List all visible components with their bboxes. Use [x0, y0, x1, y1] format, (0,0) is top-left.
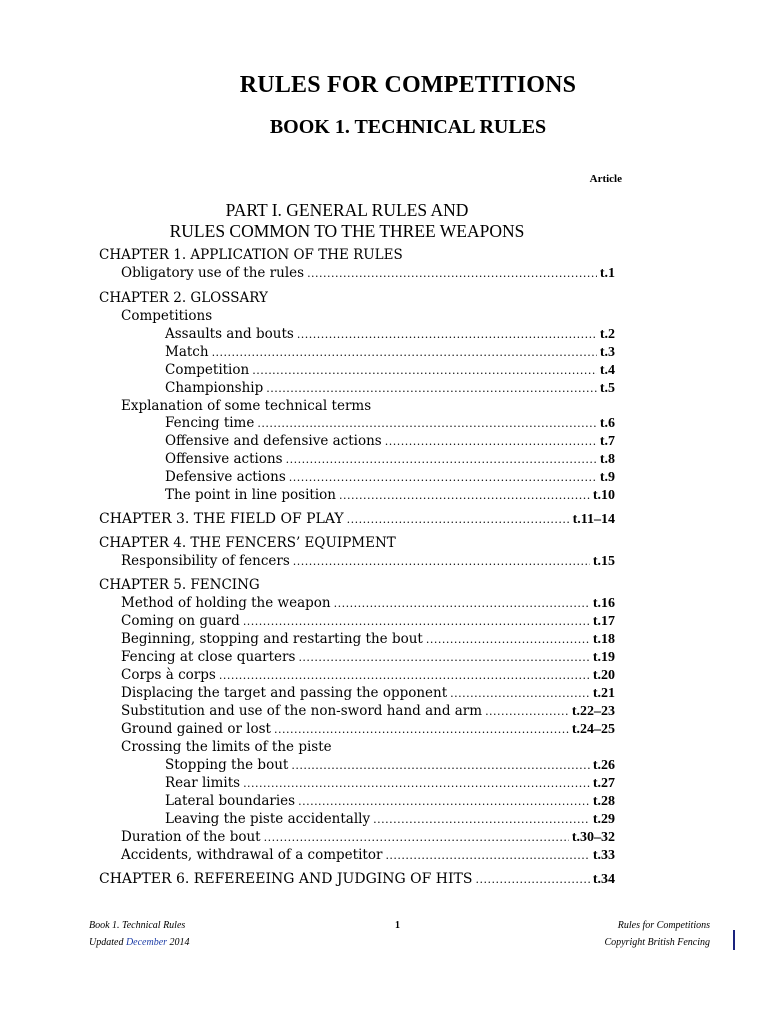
chapter-3-heading: CHAPTER 3. THE FIELD OF PLAY	[99, 511, 344, 527]
dot-leader	[385, 433, 597, 451]
toc-entry[interactable]	[165, 379, 615, 397]
toc-entry[interactable]	[165, 792, 615, 810]
toc-entry-label: Substitution and use of the non-sword hand and arm	[121, 703, 483, 719]
chapter-3-entry[interactable]	[99, 510, 615, 528]
footer-updated	[89, 937, 190, 948]
footer-updated-year: 2014	[169, 937, 190, 948]
dot-leader	[219, 667, 590, 685]
toc-entry-article: t.2	[599, 327, 615, 342]
toc-entry-article: t.18	[592, 632, 615, 647]
toc-entry-label: Offensive actions	[165, 451, 283, 467]
toc-entry-article: t.4	[599, 363, 615, 378]
toc-entry-article: t.10	[592, 488, 615, 503]
dot-leader	[298, 793, 590, 811]
toc-entry-article: t.28	[592, 794, 615, 809]
document-subtitle: BOOK 1. TECHNICAL RULES	[269, 116, 547, 138]
toc-entry-article: t.6	[599, 416, 615, 431]
toc-entry[interactable]	[121, 612, 615, 630]
toc-entry-label: The point in line position	[165, 487, 336, 503]
toc-entry-article: t.24–25	[571, 722, 615, 737]
dot-leader	[475, 871, 589, 889]
toc-entry-label: Displacing the target and passing the opponent	[121, 685, 448, 701]
toc-entry-article: t.15	[592, 554, 615, 569]
dot-leader	[286, 451, 597, 469]
dot-leader	[274, 721, 569, 739]
toc-entry[interactable]	[165, 450, 615, 468]
toc-entry-article: t.26	[592, 758, 615, 773]
chapter-1-heading[interactable]: CHAPTER 1. APPLICATION OF THE RULES	[99, 247, 403, 263]
toc-entry-label: Competition	[165, 362, 250, 378]
toc-entry[interactable]	[165, 486, 615, 504]
toc-entry-label: Offensive and defensive actions	[165, 433, 382, 449]
toc-entry-label: Coming on guard	[121, 613, 240, 629]
change-bar	[733, 930, 735, 950]
toc-entry[interactable]	[121, 846, 615, 864]
dot-leader	[252, 362, 597, 380]
toc-entry-article: t.30–32	[571, 830, 615, 845]
toc-entry-article: t.1	[599, 266, 615, 281]
dot-leader	[373, 811, 590, 829]
footer-copyright: Copyright British Fencing	[604, 937, 710, 948]
toc-entry-article: t.22–23	[571, 704, 615, 719]
toc-group-heading: Explanation of some technical terms	[121, 398, 372, 414]
toc-entry[interactable]	[121, 594, 615, 612]
dot-leader	[266, 380, 597, 398]
toc-entry-label: Rear limits	[165, 775, 241, 791]
toc-entry-label: Match	[165, 344, 209, 360]
toc-entry[interactable]	[121, 630, 615, 648]
footer-updated-label: Updated	[89, 937, 124, 948]
toc-group-heading: Crossing the limits of the piste	[121, 739, 332, 755]
dot-leader	[385, 847, 589, 865]
toc-entry[interactable]	[121, 720, 615, 738]
toc-entry-article: t.20	[592, 668, 615, 683]
part-heading-line2: RULES COMMON TO THE THREE WEAPONS	[169, 221, 525, 241]
dot-leader	[243, 613, 590, 631]
toc-entry-article: t.33	[592, 848, 615, 863]
toc-entry[interactable]	[121, 552, 615, 570]
dot-leader	[264, 829, 569, 847]
toc-entry-label: Responsibility of fencers	[121, 553, 290, 569]
footer-book-title: Book 1. Technical Rules	[89, 920, 186, 931]
toc-entry-label: Lateral boundaries	[165, 793, 296, 809]
dot-leader	[291, 757, 590, 775]
document-title: RULES FOR COMPETITIONS	[239, 72, 577, 98]
dot-leader	[257, 415, 596, 433]
toc-entry-label: Duration of the bout	[121, 829, 261, 845]
toc-entry-label: Ground gained or lost	[121, 721, 271, 737]
toc-entry[interactable]	[121, 666, 615, 684]
toc-entry-article: t.8	[599, 452, 615, 467]
chapter-4-heading[interactable]: CHAPTER 4. THE FENCERS’ EQUIPMENT	[99, 535, 396, 551]
toc-entry[interactable]	[165, 414, 615, 432]
footer-doc-title: Rules for Competitions	[617, 920, 710, 931]
dot-leader	[293, 553, 590, 571]
toc-entry[interactable]	[165, 432, 615, 450]
dot-leader	[297, 326, 597, 344]
toc-entry-label: Championship	[165, 380, 264, 396]
toc-entry[interactable]	[165, 468, 615, 486]
toc-entry-article: t.16	[592, 596, 615, 611]
toc-entry-article: t.7	[599, 434, 615, 449]
toc-entry-label: Leaving the piste accidentally	[165, 811, 371, 827]
dot-leader	[339, 487, 590, 505]
toc-entry[interactable]	[121, 702, 615, 720]
toc-entry-article: t.29	[592, 812, 615, 827]
toc-entry[interactable]	[165, 756, 615, 774]
toc-entry-label: Defensive actions	[165, 469, 286, 485]
toc-entry-label: Stopping the bout	[165, 757, 289, 773]
chapter-5-heading[interactable]: CHAPTER 5. FENCING	[99, 577, 260, 593]
article-column-label: Article	[589, 173, 622, 185]
toc-entry-label: Fencing time	[165, 415, 255, 431]
dot-leader	[334, 595, 590, 613]
dot-leader	[426, 631, 590, 649]
dot-leader	[307, 265, 597, 283]
toc-entry-article: t.9	[599, 470, 615, 485]
chapter-2-heading[interactable]: CHAPTER 2. GLOSSARY	[99, 290, 268, 306]
toc-entry-label: Accidents, withdrawal of a competitor	[121, 847, 383, 863]
toc-entry-label: Corps à corps	[121, 667, 216, 683]
dot-leader	[347, 511, 570, 529]
toc-entry-article: t.5	[599, 381, 615, 396]
toc-entry[interactable]	[165, 810, 615, 828]
toc-entry-article: t.27	[592, 776, 615, 791]
toc-entry[interactable]	[121, 684, 615, 702]
toc-entry-article: t.17	[592, 614, 615, 629]
chapter-6-entry[interactable]	[99, 870, 615, 888]
toc-entry-label: Obligatory use of the rules	[121, 265, 305, 281]
toc-entry-article: t.34	[592, 872, 615, 887]
toc-entry[interactable]	[121, 828, 615, 846]
dot-leader	[243, 775, 590, 793]
dot-leader	[485, 703, 569, 721]
toc-entry-label: Method of holding the weapon	[121, 595, 331, 611]
dot-leader	[450, 685, 590, 703]
toc-entry-label: Beginning, stopping and restarting the bout	[121, 631, 423, 647]
toc-group-heading: Competitions	[121, 308, 213, 324]
toc-entry-label: Fencing at close quarters	[121, 649, 296, 665]
page-number: 1	[395, 920, 400, 931]
footer-updated-month: December	[125, 937, 168, 948]
dot-leader	[289, 469, 597, 487]
toc-entry[interactable]	[165, 325, 615, 343]
toc-entry[interactable]	[121, 648, 615, 666]
toc-entry-article: t.19	[592, 650, 615, 665]
part-heading-line1: PART I. GENERAL RULES AND	[225, 200, 469, 220]
toc-entry-article: t.3	[599, 345, 615, 360]
toc-entry[interactable]	[165, 774, 615, 792]
dot-leader	[298, 649, 589, 667]
toc-entry[interactable]	[165, 343, 615, 361]
toc-entry[interactable]	[165, 361, 615, 379]
toc-entry-article: t.11–14	[572, 512, 615, 527]
toc-entry[interactable]	[121, 264, 615, 282]
toc-entry-article: t.21	[592, 686, 615, 701]
toc-entry-label: Assaults and bouts	[165, 326, 294, 342]
chapter-6-heading: CHAPTER 6. REFEREEING AND JUDGING OF HITS	[99, 871, 473, 887]
dot-leader	[212, 344, 597, 362]
